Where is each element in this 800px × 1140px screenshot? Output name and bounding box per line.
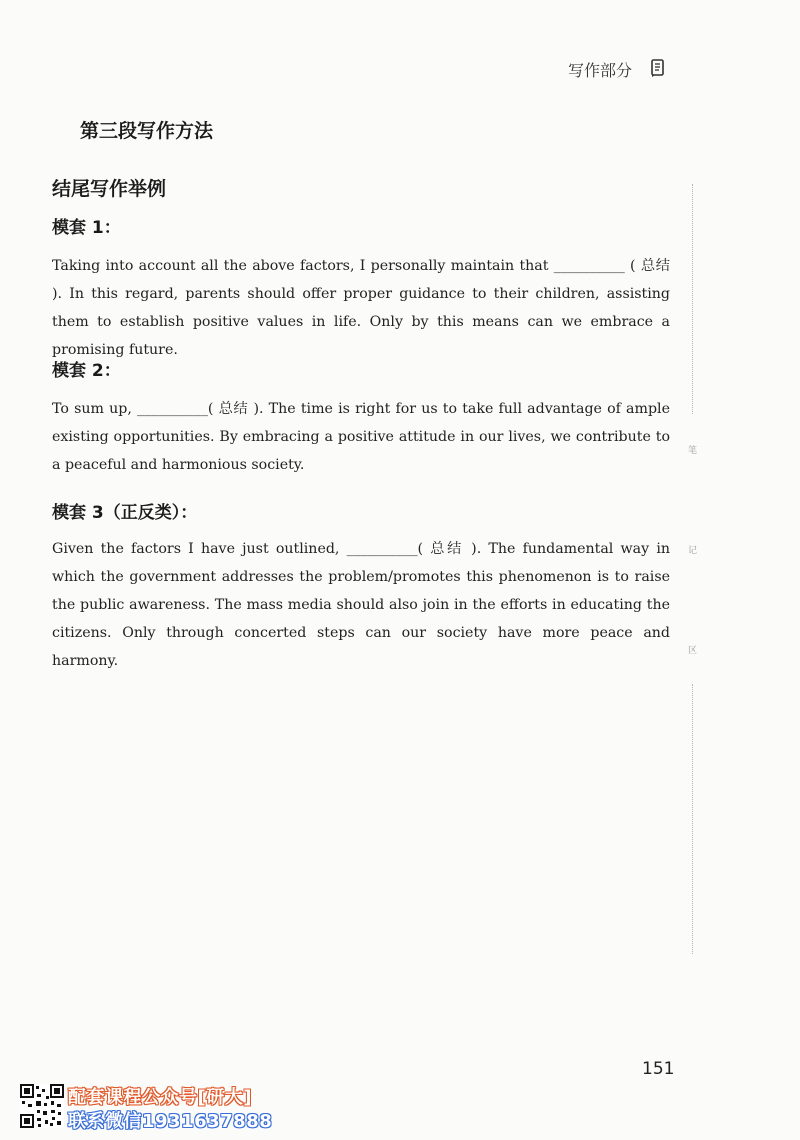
section-title: 第三段写作方法 — [80, 120, 214, 142]
page-number: 151 — [642, 1059, 675, 1079]
template-2-title: 模套 2： — [52, 361, 121, 381]
template-2-text: To sum up, __________( 总结 ). The time is right for us to take full advantage of ample existing opportunities. By embracing a positive attitude in our lives, we contribute to a peaceful and harmonious society. — [52, 401, 670, 473]
notes-margin-line-top — [692, 184, 693, 414]
notes-label-qu: 区 — [688, 646, 698, 656]
running-header-title: 写作部分 — [567, 61, 632, 80]
pen-notebook-icon — [650, 58, 666, 78]
notes-label-ji: 记 — [688, 546, 698, 556]
watermark-line-1: 配套课程公众号[研大] — [68, 1087, 252, 1108]
template-1-text: Taking into account all the above factors, I personally maintain that __________ ( 总结 ). In this regard, parents should offer proper guidance to their children, assisting them to establish positive values in life. Only by this means can we embrace a promising future. — [52, 258, 670, 358]
qr-code-icon — [20, 1084, 64, 1128]
notes-label-bi: 笔 — [688, 446, 698, 456]
watermark-line-2: 联系微信1931637888 — [68, 1111, 273, 1132]
notes-margin-line-bottom — [692, 684, 693, 954]
template-1-title: 模套 1： — [52, 218, 121, 238]
template-3-title: 模套 3（正反类）： — [52, 503, 198, 523]
subsection-title: 结尾写作举例 — [52, 178, 167, 200]
template-3-text: Given the factors I have just outlined, __________( 总结 ). The fundamental way in which the government addresses the problem/promotes this phenomenon is to raise the public awareness. The mass media should also join in the efforts in educating the citizens. Only through concerted steps can our society have more peace and harmony. — [52, 541, 670, 669]
